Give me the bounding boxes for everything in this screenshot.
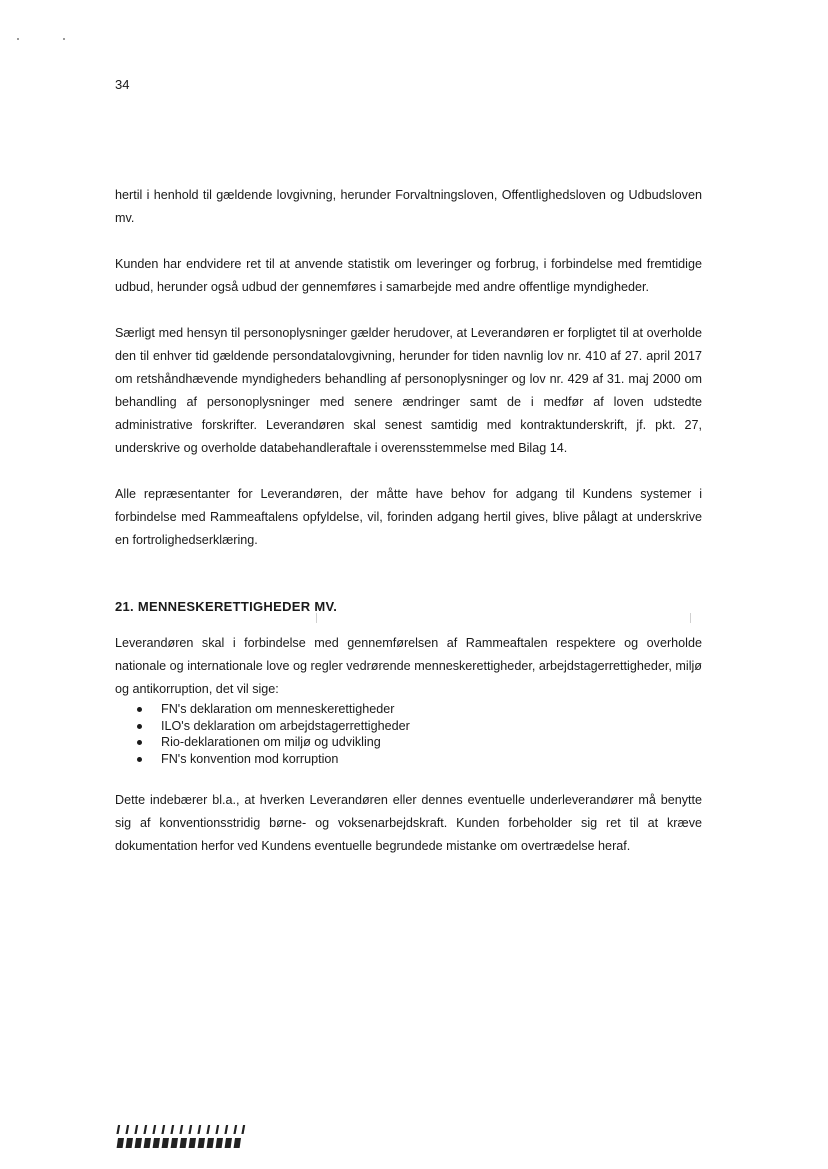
list-item: FN's konvention mod korruption bbox=[137, 751, 702, 768]
document-body bbox=[115, 184, 702, 881]
paragraph-confidentiality: Alle repræsentanter for Leverandøren, der måtte have behov for adgang til Kundens systemer i forbindelse med Rammeaftalens opfyldelse, vil, forinden adgang hertil gives, blive pålagt at underskrive en fortrolighedserklæring. bbox=[115, 487, 702, 547]
paragraph-human-rights-intro: Leverandøren skal i forbindelse med gennemførelsen af Rammeaftalen respektere og overholde nationale og internationale love og regler vedrørende menneskerettigheder, arbejdstagerrettigheder, miljø og antikorruption, det vil sige: bbox=[115, 636, 702, 696]
paragraph-statistics: Kunden har endvidere ret til at anvende statistik om leveringer og forbrug, i forbindelse med fremtidige udbud, herunder også udbud der gennemføres i samarbejde med andre offentlige myndigheder. bbox=[115, 257, 702, 294]
barcode-stamp-icon bbox=[116, 1124, 246, 1150]
list-item: Rio-deklarationen om miljø og udvikling bbox=[137, 734, 702, 751]
list-item: FN's deklaration om menneskerettigheder bbox=[137, 701, 702, 718]
bullet-list bbox=[115, 701, 702, 767]
paragraph-personal-data: Særligt med hensyn til personoplysninger gælder herudover, at Leverandøren er forpligtet til at overholde den til enhver tid gældende persondatalovgivning, herunder for tiden navnlig lov nr. 410 af 27. april 2017 om retshåndhævende myndigheders behandling af personoplysninger og lov nr. 429 af 31. maj 2000 om behandling af personoplysninger med senere ændringer samt de i medfør af loven udstedte administrative forskrifter. Leverandøren skal senest samtidig med kontraktunderskrift, jf. pkt. 27, underskrive og overholde databehandleraftale i overensstemmelse med Bilag 14. bbox=[115, 326, 702, 455]
list-item: ILO's deklaration om arbejdstagerrettigheder bbox=[137, 718, 702, 735]
slash-row-bottom bbox=[117, 1138, 241, 1148]
paragraph-child-labour: Dette indebærer bl.a., at hverken Leverandøren eller dennes eventuelle underleverandører må benytte sig af konventionsstridig børne- og voksenarbejdskraft. Kunden forbeholder sig ret til at kræve dokumentation herfor ved Kundens eventuelle begrundede mistanke om overtrædelse heraf. bbox=[115, 793, 702, 853]
scan-artifact-dot bbox=[17, 38, 19, 40]
page-number: 34 bbox=[115, 77, 130, 92]
paragraph-disclosure: hertil i henhold til gældende lovgivning, herunder Forvaltningsloven, Offentlighedsloven og Udbudsloven mv. bbox=[115, 188, 702, 225]
scan-artifact-dot bbox=[63, 38, 65, 40]
slash-row-top bbox=[116, 1125, 245, 1134]
section-heading: 21. MENNESKERETTIGHEDER MV. bbox=[115, 599, 338, 614]
